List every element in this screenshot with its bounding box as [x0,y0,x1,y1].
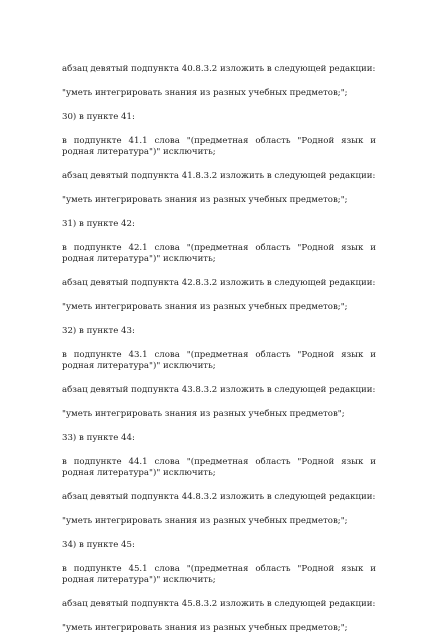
paragraph-43-1: в подпункте 43.1 слова "(предметная область "Родной язык и родная литература")" исключить; [62,350,376,371]
paragraph-42-1: в подпункте 42.1 слова "(предметная область "Родной язык и родная литература")" исключить; [62,243,376,264]
paragraph-43-abzac: абзац девятый подпункта 43.8.3.2 изложить в следующей редакции: [62,385,376,395]
paragraph-42-abzac: абзац девятый подпункта 42.8.3.2 изложить в следующей редакции: [62,278,376,288]
paragraph-41-abzac: абзац девятый подпункта 41.8.3.2 изложить в следующей редакции: [62,171,376,181]
item-33-heading: 33) в пункте 44: [62,433,135,443]
item-31-heading: 31) в пункте 42: [62,219,135,229]
item-32-heading: 32) в пункте 43: [62,326,135,336]
paragraph-44-abzac: абзац девятый подпункта 44.8.3.2 изложить в следующей редакции: [62,492,376,502]
paragraph-44-1: в подпункте 44.1 слова "(предметная область "Родной язык и родная литература")" исключить; [62,457,376,478]
item-30-heading: 30) в пункте 41: [62,112,135,122]
paragraph-40-abzac: абзац девятый подпункта 40.8.3.2 изложить в следующей редакции: [62,64,376,74]
paragraph-45-abzac: абзац девятый подпункта 45.8.3.2 изложить в следующей редакции: [62,599,376,609]
paragraph-42-text: "уметь интегрировать знания из разных учебных предметов;"; [62,302,348,312]
paragraph-43-text: "уметь интегрировать знания из разных учебных предметов"; [62,409,345,419]
paragraph-45-text: "уметь интегрировать знания из разных учебных предметов;"; [62,623,348,633]
paragraph-44-text: "уметь интегрировать знания из разных учебных предметов;"; [62,516,348,526]
item-34-heading: 34) в пункте 45: [62,540,135,550]
document-page [62,64,376,634]
paragraph-40-text: "уметь интегрировать знания из разных учебных предметов;"; [62,88,348,98]
paragraph-45-1: в подпункте 45.1 слова "(предметная область "Родной язык и родная литература")" исключить; [62,564,376,585]
paragraph-41-text: "уметь интегрировать знания из разных учебных предметов;"; [62,195,348,205]
paragraph-41-1: в подпункте 41.1 слова "(предметная область "Родной язык и родная литература")" исключить; [62,136,376,157]
